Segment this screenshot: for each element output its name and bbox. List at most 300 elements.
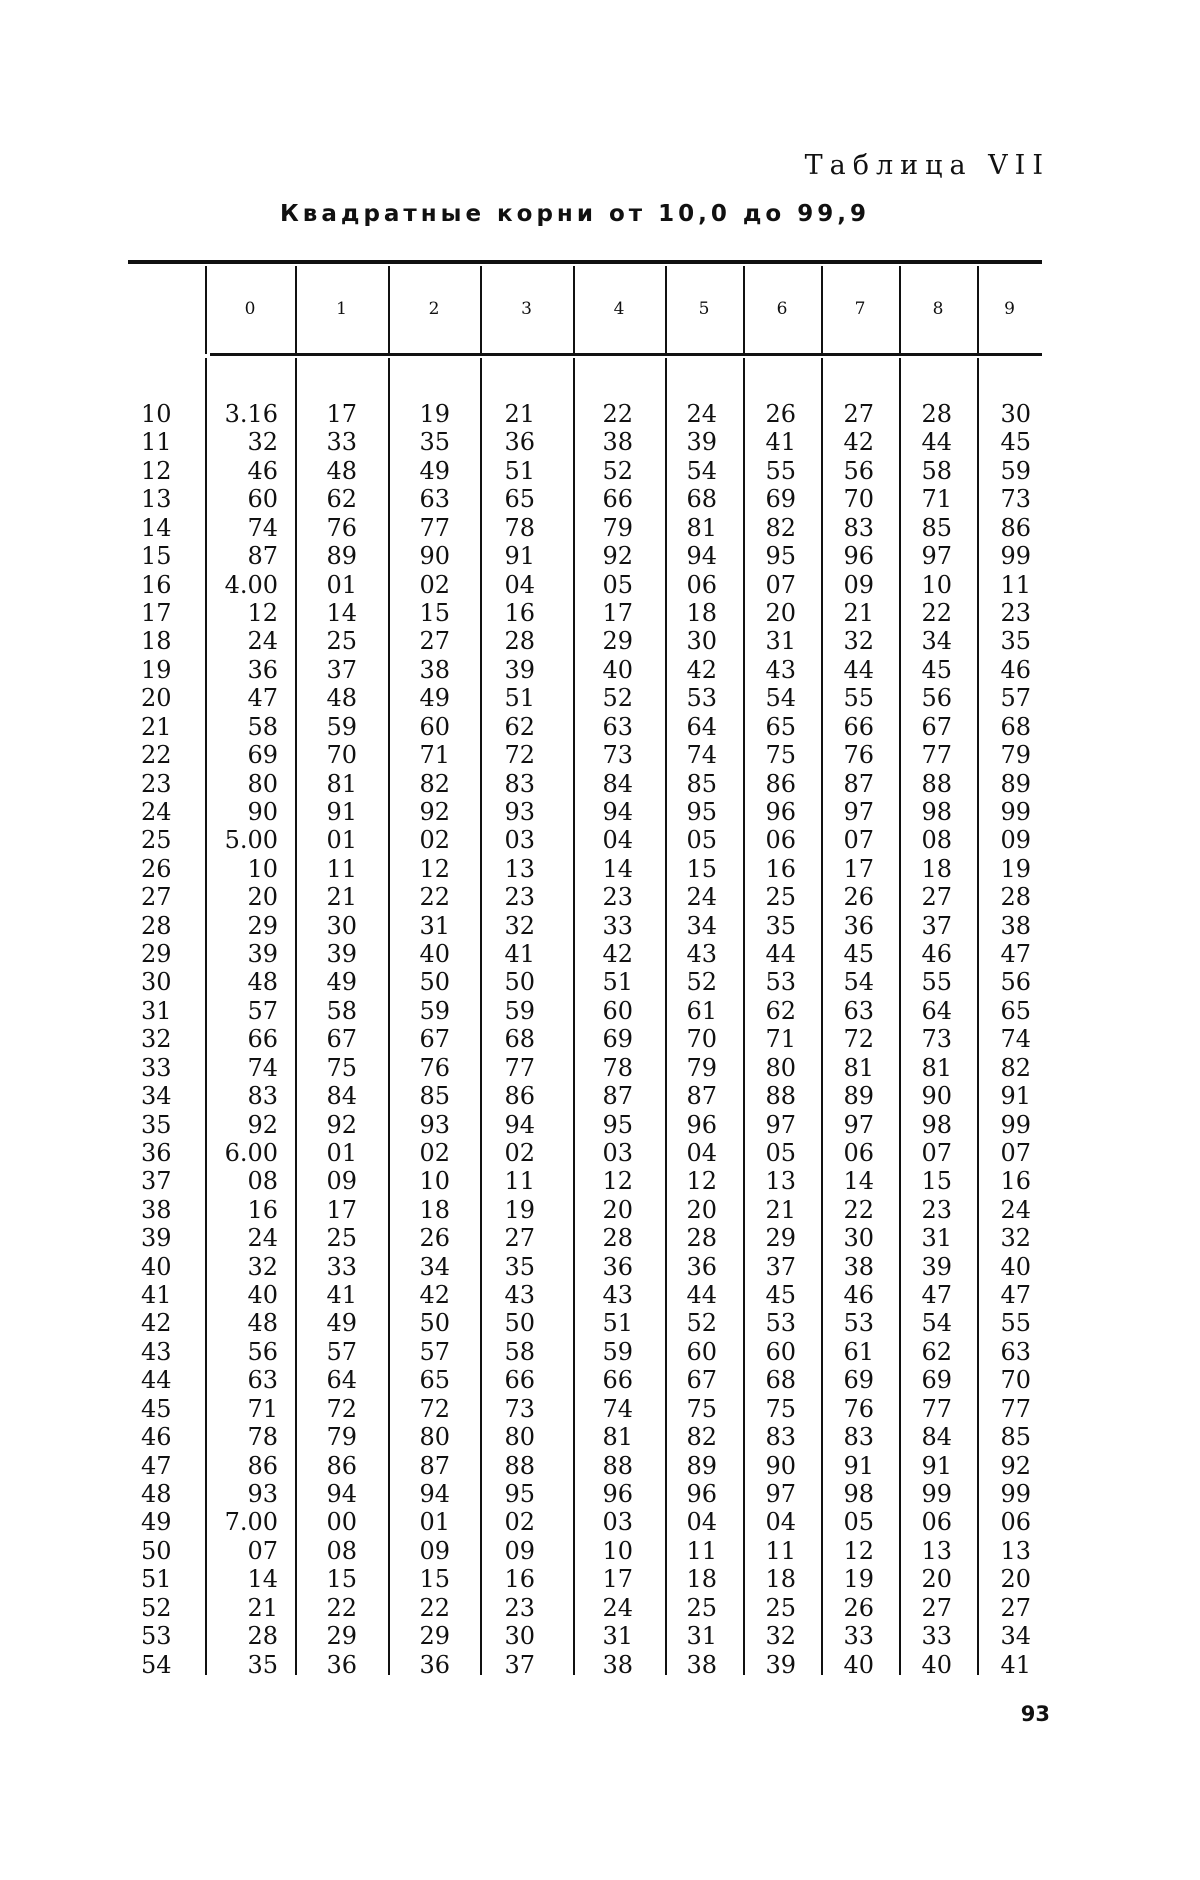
table-cell: 78 xyxy=(602,1053,633,1082)
table-cell: 12 xyxy=(686,1167,717,1196)
column-header-7: 7 xyxy=(854,299,866,319)
table-cell: 28 xyxy=(686,1224,717,1253)
table-cell: 74 xyxy=(247,1053,278,1082)
table-cell: 16 xyxy=(1000,1167,1031,1196)
table-cell: 88 xyxy=(765,1082,796,1111)
table-cell: 6.00 xyxy=(224,1138,278,1167)
table-cell: 44 xyxy=(765,940,796,968)
table-cell: 25 xyxy=(765,883,796,912)
table-cell: 57 xyxy=(326,1337,357,1366)
table-cell: 06 xyxy=(1000,1508,1031,1537)
table-cell: 42 xyxy=(686,655,717,684)
table-cell: 60 xyxy=(686,1337,717,1366)
table-cell: 77 xyxy=(921,1394,952,1423)
table-cell: 25 xyxy=(686,1593,717,1622)
table-cell: 24 xyxy=(686,400,717,428)
table-cell: 3.16 xyxy=(224,400,278,428)
table-cell: 42 xyxy=(602,940,633,968)
table-cell: 82 xyxy=(765,513,796,542)
table-cell: 54 xyxy=(843,968,874,997)
table-cell: 87 xyxy=(602,1082,633,1111)
table-cell: 97 xyxy=(843,797,874,826)
row-number: 35 xyxy=(141,1110,172,1139)
table-cell: 35 xyxy=(419,428,450,457)
row-number: 44 xyxy=(141,1366,172,1395)
table-cell: 76 xyxy=(843,1394,874,1423)
table-cell: 09 xyxy=(419,1536,450,1565)
table-cell: 31 xyxy=(765,627,796,656)
table-cell: 72 xyxy=(843,1025,874,1054)
table-cell: 89 xyxy=(1000,769,1031,798)
table-cell: 80 xyxy=(419,1423,450,1452)
table-cell: 79 xyxy=(602,513,633,542)
table-cell: 04 xyxy=(765,1508,796,1537)
table-cell: 35 xyxy=(504,1252,535,1281)
table-cell: 63 xyxy=(247,1366,278,1395)
table-label: Таблица VII xyxy=(804,150,1050,181)
table-cell: 23 xyxy=(602,883,633,912)
table-cell: 76 xyxy=(419,1053,450,1082)
table-cell: 17 xyxy=(843,854,874,883)
table-cell: 13 xyxy=(504,854,535,883)
row-number: 48 xyxy=(141,1480,172,1508)
table-cell: 66 xyxy=(504,1366,535,1395)
table-cell: 90 xyxy=(419,542,450,571)
table-cell: 99 xyxy=(1000,797,1031,826)
row-number: 41 xyxy=(141,1281,172,1309)
table-cell: 97 xyxy=(843,1110,874,1139)
table-cell: 74 xyxy=(247,513,278,542)
table-cell: 92 xyxy=(1000,1451,1031,1480)
table-cell: 69 xyxy=(843,1366,874,1395)
table-cell: 39 xyxy=(504,655,535,684)
column-header-8: 8 xyxy=(932,299,944,319)
table-cell: 63 xyxy=(1000,1337,1031,1366)
table-cell: 79 xyxy=(686,1053,717,1082)
row-number: 10 xyxy=(141,400,172,428)
table-cell: 95 xyxy=(602,1110,633,1139)
table-cell: 70 xyxy=(843,485,874,514)
table-cell: 34 xyxy=(921,627,952,656)
row-number: 21 xyxy=(141,712,172,741)
table-cell: 87 xyxy=(247,542,278,571)
table-cell: 87 xyxy=(686,1082,717,1111)
table-cell: 11 xyxy=(1000,570,1031,599)
table-cell: 93 xyxy=(504,797,535,826)
row-number: 26 xyxy=(141,854,172,883)
table-cell: 28 xyxy=(1000,883,1031,912)
table-cell: 62 xyxy=(921,1337,952,1366)
table-cell: 42 xyxy=(419,1281,450,1309)
table-cell: 21 xyxy=(326,883,357,912)
table-cell: 27 xyxy=(921,1593,952,1622)
table-cell: 27 xyxy=(843,400,874,428)
table-cell: 88 xyxy=(921,769,952,798)
table-cell: 15 xyxy=(419,1565,450,1594)
table-cell: 77 xyxy=(504,1053,535,1082)
table-cell: 86 xyxy=(326,1451,357,1480)
row-number: 31 xyxy=(141,996,172,1025)
table-cell: 07 xyxy=(247,1536,278,1565)
table-cell: 59 xyxy=(419,996,450,1025)
row-number: 29 xyxy=(141,940,172,968)
table-cell: 97 xyxy=(765,1480,796,1508)
table-cell: 26 xyxy=(843,883,874,912)
table-cell: 30 xyxy=(843,1224,874,1253)
column-header-0: 0 xyxy=(244,299,256,319)
table-cell: 96 xyxy=(843,542,874,571)
table-cell: 77 xyxy=(921,741,952,769)
table-cell: 04 xyxy=(686,1508,717,1537)
table-cell: 06 xyxy=(921,1508,952,1537)
table-cell: 14 xyxy=(247,1565,278,1594)
row-number: 25 xyxy=(141,826,172,855)
table-cell: 90 xyxy=(247,797,278,826)
table-cell: 96 xyxy=(686,1110,717,1139)
table-cell: 31 xyxy=(419,911,450,940)
table-cell: 00 xyxy=(326,1508,357,1537)
row-number: 18 xyxy=(141,627,172,656)
table-cell: 21 xyxy=(504,400,535,428)
row-number: 38 xyxy=(141,1195,172,1224)
table-cell: 71 xyxy=(419,741,450,769)
table-cell: 18 xyxy=(686,1565,717,1594)
table-cell: 4.00 xyxy=(224,570,278,599)
table-cell: 40 xyxy=(247,1281,278,1309)
table-cell: 51 xyxy=(602,968,633,997)
table-cell: 77 xyxy=(419,513,450,542)
table-cell: 91 xyxy=(921,1451,952,1480)
table-cell: 81 xyxy=(921,1053,952,1082)
table-cell: 92 xyxy=(326,1110,357,1139)
table-cell: 17 xyxy=(602,1565,633,1594)
column-header-5: 5 xyxy=(698,299,710,319)
table-cell: 74 xyxy=(602,1394,633,1423)
table-cell: 76 xyxy=(326,513,357,542)
table-cell: 44 xyxy=(921,428,952,457)
table-cell: 24 xyxy=(686,883,717,912)
table-cell: 32 xyxy=(504,911,535,940)
table-cell: 69 xyxy=(602,1025,633,1054)
table-cell: 88 xyxy=(504,1451,535,1480)
table-cell: 99 xyxy=(1000,542,1031,571)
table-cell: 37 xyxy=(921,911,952,940)
table-cell: 11 xyxy=(326,854,357,883)
row-number: 20 xyxy=(141,684,172,713)
table-cell: 32 xyxy=(1000,1224,1031,1253)
table-cell: 54 xyxy=(921,1309,952,1338)
table-cell: 38 xyxy=(602,428,633,457)
table-cell: 94 xyxy=(686,542,717,571)
table-cell: 38 xyxy=(419,655,450,684)
table-cell: 66 xyxy=(602,1366,633,1395)
table-cell: 33 xyxy=(602,911,633,940)
table-cell: 27 xyxy=(921,883,952,912)
table-cell: 41 xyxy=(326,1281,357,1309)
table-cell: 54 xyxy=(765,684,796,713)
row-number: 52 xyxy=(141,1593,172,1622)
table-cell: 19 xyxy=(419,400,450,428)
row-number: 54 xyxy=(141,1650,172,1679)
table-cell: 92 xyxy=(247,1110,278,1139)
table-cell: 25 xyxy=(326,1224,357,1253)
row-number: 16 xyxy=(141,570,172,599)
row-number: 23 xyxy=(141,769,172,798)
table-cell: 02 xyxy=(419,1138,450,1167)
table-cell: 27 xyxy=(419,627,450,656)
table-cell: 23 xyxy=(1000,598,1031,627)
table-cell: 23 xyxy=(504,883,535,912)
table-cell: 58 xyxy=(247,712,278,741)
table-cell: 30 xyxy=(326,911,357,940)
table-cell: 48 xyxy=(247,968,278,997)
row-number: 42 xyxy=(141,1309,172,1338)
table-cell: 24 xyxy=(602,1593,633,1622)
table-cell: 12 xyxy=(247,598,278,627)
table-cell: 70 xyxy=(686,1025,717,1054)
table-cell: 88 xyxy=(602,1451,633,1480)
table-cell: 50 xyxy=(419,968,450,997)
table-cell: 33 xyxy=(921,1622,952,1651)
table-cell: 85 xyxy=(686,769,717,798)
table-cell: 70 xyxy=(326,741,357,769)
table-cell: 05 xyxy=(686,826,717,855)
table-cell: 14 xyxy=(602,854,633,883)
top-rule xyxy=(128,260,1042,264)
header-rule xyxy=(210,353,1042,356)
table-cell: 56 xyxy=(843,456,874,485)
table-cell: 47 xyxy=(921,1281,952,1309)
table-cell: 10 xyxy=(602,1536,633,1565)
table-cell: 81 xyxy=(843,1053,874,1082)
table-cell: 35 xyxy=(765,911,796,940)
row-number: 46 xyxy=(141,1423,172,1452)
table-cell: 08 xyxy=(247,1167,278,1196)
table-cell: 60 xyxy=(419,712,450,741)
table-cell: 31 xyxy=(602,1622,633,1651)
table-cell: 36 xyxy=(602,1252,633,1281)
table-cell: 20 xyxy=(921,1565,952,1594)
table-cell: 21 xyxy=(765,1195,796,1224)
table-cell: 45 xyxy=(765,1281,796,1309)
table-cell: 84 xyxy=(602,769,633,798)
table-cell: 38 xyxy=(1000,911,1031,940)
table-cell: 34 xyxy=(1000,1622,1031,1651)
table-cell: 46 xyxy=(921,940,952,968)
table-cell: 66 xyxy=(602,485,633,514)
table-cell: 91 xyxy=(1000,1082,1031,1111)
table-cell: 13 xyxy=(1000,1536,1031,1565)
table-cell: 11 xyxy=(504,1167,535,1196)
table-cell: 40 xyxy=(1000,1252,1031,1281)
table-cell: 69 xyxy=(247,741,278,769)
table-cell: 06 xyxy=(843,1138,874,1167)
table-cell: 26 xyxy=(419,1224,450,1253)
table-cell: 15 xyxy=(686,854,717,883)
table-cell: 69 xyxy=(921,1366,952,1395)
table-cell: 52 xyxy=(686,1309,717,1338)
table-cell: 56 xyxy=(247,1337,278,1366)
table-cell: 17 xyxy=(602,598,633,627)
table-cell: 94 xyxy=(419,1480,450,1508)
table-cell: 49 xyxy=(419,456,450,485)
table-cell: 12 xyxy=(419,854,450,883)
table-cell: 05 xyxy=(602,570,633,599)
table-cell: 07 xyxy=(1000,1138,1031,1167)
column-header-3: 3 xyxy=(521,299,532,319)
table-cell: 85 xyxy=(921,513,952,542)
table-cell: 10 xyxy=(247,854,278,883)
table-cell: 52 xyxy=(686,968,717,997)
row-number: 47 xyxy=(141,1451,172,1480)
table-cell: 90 xyxy=(765,1451,796,1480)
table-cell: 25 xyxy=(326,627,357,656)
table-cell: 84 xyxy=(326,1082,357,1111)
table-cell: 46 xyxy=(1000,655,1031,684)
table-cell: 20 xyxy=(686,1195,717,1224)
row-number: 49 xyxy=(141,1508,172,1537)
table-cell: 19 xyxy=(843,1565,874,1594)
row-number: 11 xyxy=(141,428,172,457)
table-cell: 71 xyxy=(765,1025,796,1054)
table-cell: 63 xyxy=(843,996,874,1025)
row-number: 34 xyxy=(141,1082,172,1111)
table-cell: 49 xyxy=(326,968,357,997)
table-cell: 92 xyxy=(602,542,633,571)
table-cell: 43 xyxy=(765,655,796,684)
table-cell: 53 xyxy=(765,968,796,997)
table-cell: 94 xyxy=(504,1110,535,1139)
table-cell: 28 xyxy=(247,1622,278,1651)
row-number: 37 xyxy=(141,1167,172,1196)
table-cell: 04 xyxy=(686,1138,717,1167)
table-cell: 36 xyxy=(326,1650,357,1679)
table-cell: 38 xyxy=(686,1650,717,1679)
table-cell: 45 xyxy=(843,940,874,968)
table-cell: 65 xyxy=(419,1366,450,1395)
table-cell: 83 xyxy=(765,1423,796,1452)
table-cell: 37 xyxy=(504,1650,535,1679)
table-cell: 81 xyxy=(686,513,717,542)
table-cell: 33 xyxy=(843,1622,874,1651)
row-number: 53 xyxy=(141,1622,172,1651)
column-header-6: 6 xyxy=(776,299,788,319)
table-cell: 13 xyxy=(921,1536,952,1565)
table-cell: 57 xyxy=(419,1337,450,1366)
table-cell: 18 xyxy=(686,598,717,627)
table-cell: 80 xyxy=(247,769,278,798)
table-cell: 48 xyxy=(247,1309,278,1338)
table-cell: 04 xyxy=(602,826,633,855)
table-cell: 60 xyxy=(602,996,633,1025)
table-cell: 48 xyxy=(326,456,357,485)
table-cell: 53 xyxy=(765,1309,796,1338)
table-cell: 62 xyxy=(765,996,796,1025)
table-cell: 48 xyxy=(326,684,357,713)
table-cell: 95 xyxy=(686,797,717,826)
row-number: 45 xyxy=(141,1394,172,1423)
row-number: 28 xyxy=(141,911,172,940)
table-cell: 46 xyxy=(843,1281,874,1309)
table-cell: 72 xyxy=(504,741,535,769)
table-cell: 80 xyxy=(765,1053,796,1082)
table-cell: 58 xyxy=(326,996,357,1025)
table-cell: 63 xyxy=(602,712,633,741)
table-cell: 46 xyxy=(247,456,278,485)
table-cell: 23 xyxy=(504,1593,535,1622)
table-cell: 58 xyxy=(921,456,952,485)
table-cell: 22 xyxy=(419,883,450,912)
table-cell: 86 xyxy=(504,1082,535,1111)
table-cell: 10 xyxy=(921,570,952,599)
table-cell: 52 xyxy=(602,456,633,485)
table-cell: 95 xyxy=(765,542,796,571)
table-cell: 83 xyxy=(504,769,535,798)
table-cell: 21 xyxy=(843,598,874,627)
table-cell: 55 xyxy=(1000,1309,1031,1338)
table-cell: 30 xyxy=(504,1622,535,1651)
table-cell: 16 xyxy=(765,854,796,883)
table-cell: 56 xyxy=(921,684,952,713)
table-cell: 68 xyxy=(765,1366,796,1395)
table-cell: 20 xyxy=(765,598,796,627)
table-cell: 79 xyxy=(326,1423,357,1452)
table-cell: 69 xyxy=(765,485,796,514)
row-number: 17 xyxy=(141,598,172,627)
table-cell: 41 xyxy=(504,940,535,968)
table-cell: 39 xyxy=(765,1650,796,1679)
table-cell: 20 xyxy=(247,883,278,912)
table-title: Квадратные корни от 10,0 до 99,9 xyxy=(280,201,870,227)
table-cell: 47 xyxy=(247,684,278,713)
table-cell: 79 xyxy=(1000,741,1031,769)
table-cell: 16 xyxy=(247,1195,278,1224)
table-cell: 22 xyxy=(326,1593,357,1622)
row-number: 40 xyxy=(141,1252,172,1281)
table-cell: 45 xyxy=(1000,428,1031,457)
table-cell: 62 xyxy=(326,485,357,514)
table-cell: 40 xyxy=(921,1650,952,1679)
table-cell: 09 xyxy=(1000,826,1031,855)
table-cell: 43 xyxy=(602,1281,633,1309)
table-cell: 66 xyxy=(247,1025,278,1054)
table-cell: 28 xyxy=(602,1224,633,1253)
column-header-9: 9 xyxy=(1004,299,1015,319)
table-cell: 59 xyxy=(326,712,357,741)
table-cell: 53 xyxy=(843,1309,874,1338)
table-cell: 25 xyxy=(765,1593,796,1622)
table-cell: 72 xyxy=(326,1394,357,1423)
table-cell: 95 xyxy=(504,1480,535,1508)
table-cell: 91 xyxy=(843,1451,874,1480)
table-cell: 05 xyxy=(843,1508,874,1537)
table-cell: 52 xyxy=(602,684,633,713)
table-cell: 35 xyxy=(247,1650,278,1679)
table-cell: 78 xyxy=(247,1423,278,1452)
table-cell: 09 xyxy=(843,570,874,599)
table-cell: 67 xyxy=(921,712,952,741)
row-number: 24 xyxy=(141,797,172,826)
row-number: 51 xyxy=(141,1565,172,1594)
table-cell: 59 xyxy=(1000,456,1031,485)
table-cell: 40 xyxy=(602,655,633,684)
row-number: 27 xyxy=(141,883,172,912)
table-cell: 61 xyxy=(843,1337,874,1366)
table-cell: 30 xyxy=(1000,400,1031,428)
table-cell: 17 xyxy=(326,1195,357,1224)
table-cell: 71 xyxy=(247,1394,278,1423)
table-cell: 55 xyxy=(765,456,796,485)
